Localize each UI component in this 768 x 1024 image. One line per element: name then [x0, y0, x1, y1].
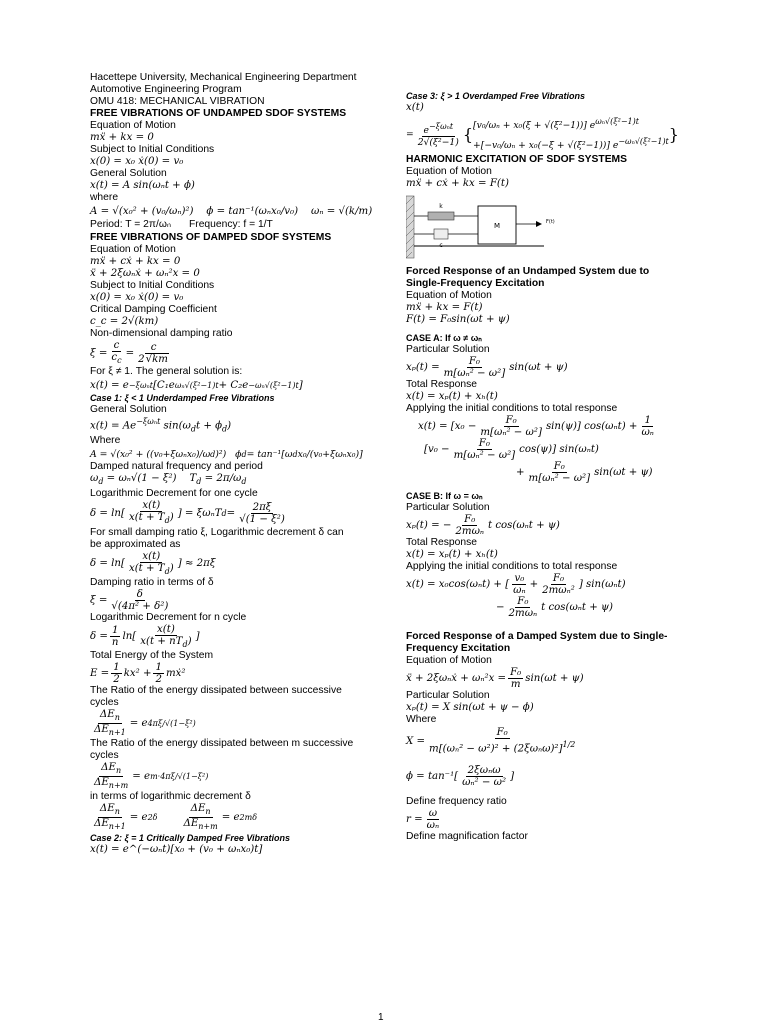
label-eq-motion: Equation of Motion: [90, 120, 176, 131]
eq-critical: c_c = 2√(km): [90, 316, 159, 327]
label-damping-terms: Damping ratio in terms of δ: [90, 576, 214, 588]
spring-mass-damper-figure: [406, 194, 566, 260]
eq-general: x(t) = A sin(ωₙt + ϕ): [90, 180, 195, 191]
label-ratio-1b: cycles: [90, 696, 119, 708]
label-def-mag: Define magnification factor: [406, 831, 528, 843]
eq-underdamped: $x(t) = Ae^{-\xi\omega_nt}$ $\sin(\omega_dt + \phi_d)$: [90, 417, 232, 434]
case1-title: Case 1: ξ < 1 Underdamped Free Vibrations: [90, 393, 275, 404]
caseA-title: CASE A: If ω ≠ ωₙ: [406, 333, 482, 344]
label-ratio-2b: cycles: [90, 749, 119, 761]
eq-overdamped: = $e^{-\xi\omega_nt}$ 2√(ξ²−1) { [v₀/ωₙ + x₀(ξ + √(ξ²−1))] $e^{\omega_n√(\xi^2-1)t}$ +[−v₀/ωₙ + x₀(−ξ + √(ξ²−1))] $e^{-\omega_n√(\xi^2-1)t}$ }: [406, 117, 679, 152]
eq-logdec-n: δ = 1 n ln[ x(t) $x(t + nT_d)$ ]: [90, 623, 200, 649]
label-general-2: General Solution: [90, 404, 167, 416]
eq-logdec: δ = ln[ x(t) $x(t + T_d)$ ] = ξωₙT d = 2πξ √(1 − ξ²): [90, 500, 285, 526]
label-apply-ic-B: Applying the initial conditions to total response: [406, 561, 618, 573]
force-label: F(t): [546, 219, 555, 226]
eq-energy: E = 1 2 kx² + 1 2 mẋ²: [90, 661, 186, 685]
label-eq-motion-2: Equation of Motion: [90, 244, 176, 255]
label-small-damping: For small damping ratio ξ, Logarithmic decrement δ can: [90, 526, 344, 538]
label-ic: Subject to Initial Conditions: [90, 144, 215, 155]
eq-critically-damped: x(t) = e^(−ωₙt)[x₀ + (v₀ + ωₙx₀)t]: [90, 843, 263, 855]
frequency-label: Frequency: f = 1/T: [188, 219, 273, 230]
label-ratio-1: The Ratio of the energy dissipated between successive: [90, 684, 342, 696]
label-energy: Total Energy of the System: [90, 649, 214, 661]
eq-general-damped: x(t) = e −ξωₙt [C₁e ωₙ√(ξ²−1)t + C₂e −ωₙ√(ξ²−1)t ]: [90, 379, 303, 391]
header-line-1: Hacettepe University, Mechanical Engineering Department: [90, 72, 357, 83]
header-line-2: Automotive Engineering Program: [90, 84, 242, 95]
eq-ic: x(0) = x₀ ẋ(0) = v₀: [90, 156, 184, 167]
caseB-title: CASE B: If ω = ωₙ: [406, 491, 483, 502]
label-where-2: Where: [90, 435, 121, 447]
eq-ratio-delta: $\Delta E_n$ $\Delta E_{n+1}$ = e 2δ $\Delta E_n$ $\Delta E_{n+m}$ = e 2mδ: [94, 802, 258, 831]
eq-undamped-motion: mẍ + kx = 0: [90, 132, 154, 143]
label-total-B: Total Response: [406, 537, 477, 549]
case3-title: Case 3: ξ > 1 Overdamped Free Vibrations: [406, 91, 586, 101]
label-where-5: Where: [406, 714, 437, 726]
eq-amplitude-phase: A = √(x₀² + (v₀/ωₙ)²) ϕ = tan⁻¹(ωₙx₀/v₀) ωₙ = √(k/m): [90, 205, 373, 217]
header-line-3: OMU 418: MECHANICAL VIBRATION: [90, 96, 265, 107]
label-logdec: Logarithmic Decrement for one cycle: [90, 488, 258, 500]
period-label: Period: T = 2π/ωₙ: [90, 219, 171, 230]
label-critical: Critical Damping Coefficient: [90, 304, 217, 315]
eq-damped-forced: ẍ + 2ξωₙẋ + ωₙ²x = F₀ m sin(ωt + ψ): [406, 667, 584, 691]
spring-label: k: [439, 203, 443, 211]
eq-total-B-2: − F₀ 2mωₙ t cos(ωₙt + ψ): [496, 596, 614, 620]
label-logdec-n: Logarithmic Decrement for n cycle: [90, 611, 247, 623]
eq-forcing: F(t) = F₀sin(ωt + ψ): [406, 314, 510, 326]
eq-forced-undamped: mẍ + kx = F(t): [406, 302, 483, 314]
eq-period-frequency: [90, 218, 390, 232]
eq-damping-ratio: ξ = c $c_c$ = c 2√km: [90, 340, 168, 366]
label-def-ratio: Define frequency ratio: [406, 796, 507, 808]
label-where: where: [90, 192, 119, 203]
eq-damped-motion-2: ẍ + 2ξωₙẋ + ωₙ²x = 0: [90, 268, 200, 279]
label-small-damping-2: be approximated as: [90, 538, 181, 550]
section-undamped-forced-2: Single-Frequency Excitation: [406, 278, 545, 290]
label-in-terms: in terms of logarithmic decrement δ: [90, 790, 251, 802]
label-particular-5: Particular Solution: [406, 690, 490, 702]
label-apply-ic: Applying the initial conditions to total response: [406, 403, 618, 415]
section-damped-forced-1: Forced Response of a Damped System due to Single-: [406, 631, 668, 643]
label-general: General Solution: [90, 168, 167, 179]
section-undamped-title: FREE VIBRATIONS OF UNDAMPED SDOF SYSTEMS: [90, 108, 347, 119]
eq-total-B-1: x(t) = x₀cos(ωₙt) + [ v₀ ωₙ + F₀ 2mωₙ² ] sin(ωₙt): [406, 573, 626, 597]
left-column: [90, 72, 390, 856]
eq-ratio-2: $\Delta E_n$ $\Delta E_{n+m}$ = e m·4πξ/√(1−ξ²): [94, 761, 209, 790]
eq-logdec-approx: δ = ln[ x(t) $x(t + T_d)$ ] ≈ 2πξ: [90, 550, 216, 576]
eq-particular-A: xₚ(t) = F₀ m[ωₙ² − ω²] sin(ωt + ψ): [406, 356, 568, 380]
force-arrowhead: [536, 221, 542, 227]
mass-label: M: [493, 222, 501, 231]
label-eq-motion-4: Equation of Motion: [406, 290, 492, 302]
section-undamped-forced-1: Forced Response of an Undamped System due to: [406, 266, 650, 278]
eq-total-A-1: x(t) = [x₀ − F₀ m[ωₙ² − ω²] sin(ψ)] cos(ωₙt) + 1 ωₙ: [418, 415, 654, 439]
eq-particular-B: xₚ(t) = − F₀ 2mωₙ t cos(ωₙt + ψ): [406, 514, 560, 538]
eq-total: x(t) = xₚ(t) + xₕ(t): [406, 391, 498, 403]
eq-underdamped-amplitude: A = √(x₀² + ((v₀+ξωₙx₀)/ω d )²) ϕ d = tan⁻¹[ω d x₀/(v₀+ξωₙx₀)]: [90, 448, 363, 460]
eq-particular-5: xₚ(t) = X sin(ωt + ψ − ϕ): [406, 702, 534, 714]
eq-harmonic: mẍ + cẋ + kx = F(t): [406, 178, 509, 190]
eq-xi-delta: ξ = δ √(4π² + δ²): [90, 588, 169, 612]
eq-frequency-ratio: r = ω ωₙ: [406, 808, 440, 832]
spring: [428, 212, 454, 220]
page-number: 1: [378, 1012, 384, 1023]
eq-phase-phi: ϕ = tan⁻¹[ 2ξωₙω ωₙ² − ω² ]: [406, 764, 515, 788]
damper: [434, 229, 448, 239]
section-damped-forced-2: Frequency Excitation: [406, 643, 511, 655]
eq-damped-motion-1: mẍ + cẋ + kx = 0: [90, 256, 181, 267]
label-total: Total Response: [406, 379, 477, 391]
label-particular: Particular Solution: [406, 344, 490, 356]
section-damped-title: FREE VIBRATIONS OF DAMPED SDOF SYSTEMS: [90, 232, 332, 243]
eq-total-A-2: [v₀ − F₀ m[ωₙ² − ω²] cos(ψ)] sin(ωₙt): [424, 438, 599, 462]
eq-total-A-3: + F₀ m[ωₙ² − ω²] sin(ωt + ψ): [516, 461, 653, 485]
label-eq-motion-5: Equation of Motion: [406, 655, 492, 667]
label-general-xi: For ξ ≠ 1. The general solution is:: [90, 366, 243, 378]
label-damped-freq: Damped natural frequency and period: [90, 461, 263, 473]
label-ratio-2: The Ratio of the energy dissipated between m successive: [90, 737, 354, 749]
label-eq-motion-3: Equation of Motion: [406, 166, 492, 178]
label-ic-2: Subject to Initial Conditions: [90, 280, 215, 291]
section-harmonic-title: HARMONIC EXCITATION OF SDOF SYSTEMS: [406, 154, 628, 166]
label-xt: x(t): [406, 102, 424, 113]
case2-title: Case 2: ξ = 1 Critically Damped Free Vibrations: [90, 832, 291, 843]
label-particular-B: Particular Solution: [406, 502, 490, 514]
eq-damped-freq: $\omega_d = \omega_n√(1 - \xi^2)$ $T_d = 2\pi/\omega_d$: [90, 473, 247, 487]
eq-total-B: x(t) = xₚ(t) + xₕ(t): [406, 549, 498, 561]
eq-ic-2: x(0) = x₀ ẋ(0) = v₀: [90, 292, 184, 303]
eq-amplitude-X: X = F₀ $m[(\omega_n^2 - \omega^2)^2 + (2\xi\omega_n\omega)^2]^{1/2}$: [406, 727, 576, 755]
damper-label: c: [439, 242, 443, 250]
eq-ratio-1: $\Delta E_n$ $\Delta E_{n+1}$ = e 4πξ/√(1−ξ²): [94, 708, 196, 737]
label-nondim: Non-dimensional damping ratio: [90, 328, 233, 339]
right-column: [406, 90, 706, 843]
